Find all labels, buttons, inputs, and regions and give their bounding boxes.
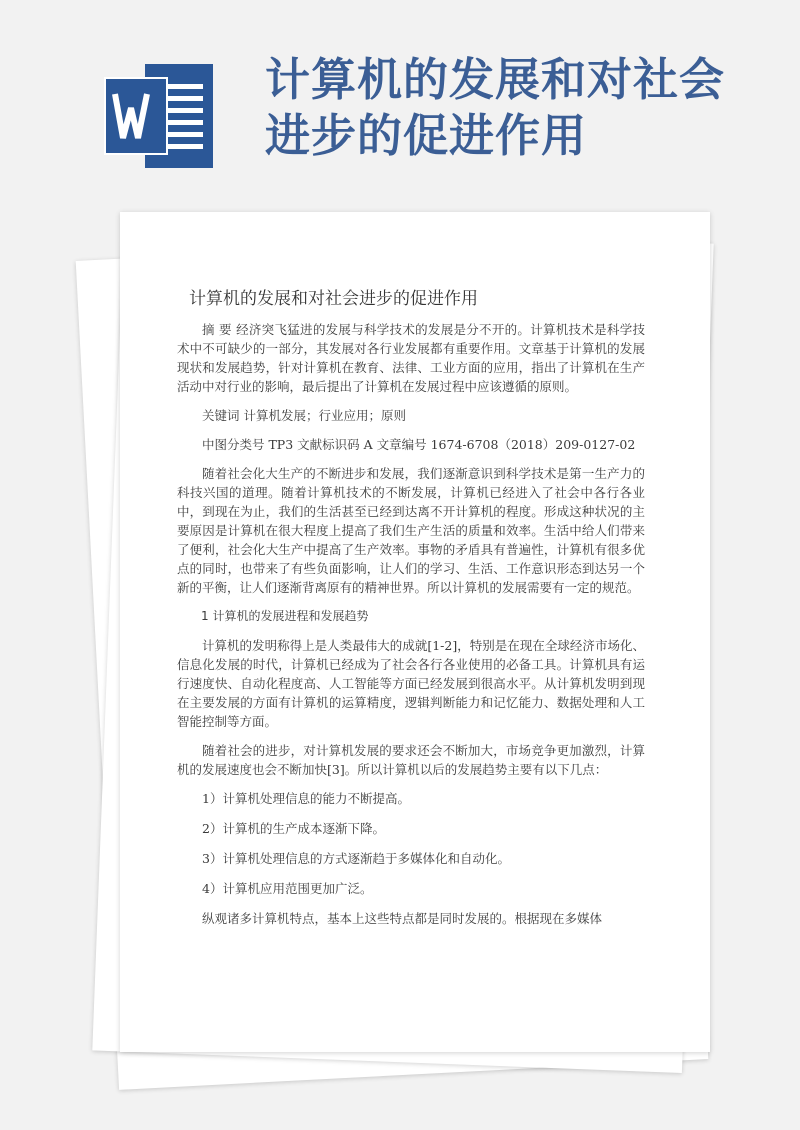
banner-title: 计算机的发展和对社会进步的促进作用 bbox=[265, 53, 726, 162]
closing-paragraph: 纵观诸多计算机特点，基本上这些特点都是同时发展的。根据现在多媒体 bbox=[202, 911, 603, 926]
document-title: 计算机的发展和对社会进步的促进作用 bbox=[189, 289, 478, 309]
abstract-paragraph: 摘 要 经济突飞猛进的发展与科学技术的发展是分不开的。计算机技术是科学技术中不可缺少的一部分，其发展对各行业发展都有重要作用。文章基于计算机的发展现状和发展趋势，针对计算机在教育、法律、工业方面的应用，指出了计算机在生产活动中对行业的影响，最后提出了计算机在发展过程中应该遵循的原则。 bbox=[177, 322, 645, 394]
intro-paragraph: 随着社会化大生产的不断进步和发展，我们逐渐意识到科学技术是第一生产力的科技兴国的道理。随着计算机技术的不断发展，计算机已经进入了社会中各行各业中，到现在为止，我们的生活甚至已经到达离不开计算机的程度。形成这种状况的主要原因是计算机在很大程度上提高了我们生产生活的质量和效率。生活中给人们带来了便利，社会化大生产中提高了生产效率。事物的矛盾具有普遍性，计算机有很多优点的同时，也带来了有些负面影响，让人们的学习、生活、工作意识形态到达另一个新的平衡，让人们逐渐背离原有的精神世界。所以计算机的发展需要有一定的规范。 bbox=[177, 466, 645, 595]
document-body bbox=[177, 320, 645, 938]
document-page bbox=[120, 212, 710, 1052]
keywords-line: 关键词 计算机发展；行业应用；原则 bbox=[202, 408, 406, 423]
list-item: 4）计算机应用范围更加广泛。 bbox=[202, 881, 373, 896]
section-heading: 1 计算机的发展进程和发展趋势 bbox=[201, 609, 369, 623]
list-item: 2）计算机的生产成本逐渐下降。 bbox=[202, 821, 385, 836]
body-paragraph: 计算机的发明称得上是人类最伟大的成就[1-2]，特别是在现在全球经济市场化、信息化发展的时代，计算机已经成为了社会各行各业使用的必备工具。计算机具有运行速度快、自动化程度高、人工智能等方面已经发展到很高水平。从计算机发明到现在主要发展的方面有计算机的运算精度，逻辑判断能力和记忆能力、数据处理和人工智能控制等方面。 bbox=[177, 638, 645, 729]
list-item: 3）计算机处理信息的方式逐渐趋于多媒体化和自动化。 bbox=[202, 851, 510, 866]
classification-line: 中图分类号 TP3 文献标识码 A 文章编号 1674-6708（2018）209-0127-02 bbox=[202, 437, 636, 452]
list-item: 1）计算机处理信息的能力不断提高。 bbox=[202, 791, 410, 806]
word-document-icon bbox=[103, 56, 233, 176]
body-paragraph: 随着社会的进步，对计算机发展的要求还会不断加大，市场竞争更加激烈，计算机的发展速度也会不断加快[3]。所以计算机以后的发展趋势主要有以下几点： bbox=[177, 743, 645, 777]
